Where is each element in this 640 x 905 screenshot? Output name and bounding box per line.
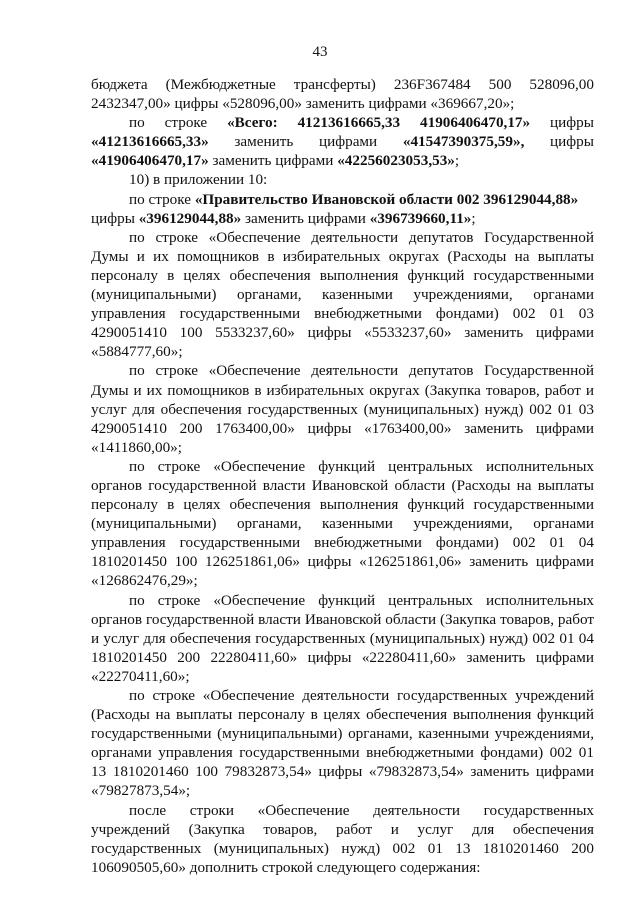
bold-word: «41547390375,59», [402,133,525,151]
word: заменить цифрами [241,209,370,227]
word: заменить цифрами [208,152,338,170]
text-line-2: 2432347,00» цифры «528096,00» заменить цифрами «369667,20»; [91,95,515,113]
word: 528096,00 [529,76,594,93]
word: ; [454,152,460,170]
text-line-7 [91,190,594,209]
bold-word: «41906406470,17» [91,152,209,170]
section-heading: 10) в приложении 10: [129,171,268,189]
word [403,132,525,151]
paragraph-6: после строки «Обеспечение деятельности государственных учреждений (Закупка товаров, работ и услуг для обеспечения государственных (муниципальных) нужд) 002 01 13 1810201460 200 106090505,60» дополнить строкой следующего содержания: [91,801,594,876]
word: цифры [91,209,139,227]
bold-word: «41213616665,33» [91,133,209,151]
paragraph-3: по строке «Обеспечение функций центральных исполнительных органов государственной власти Ивановской области (Расходы на выплаты персоналу в целях обеспечения выполнения функций государственными (муниципальными) органами, казенными учреждениями, органами управления государственными внебюджетными фондами) 002 01 04 1810201450 100 126251861,06» цифры «126251861,06» заменить цифрами «126862476,29»; [91,457,594,590]
text-line-1 [91,75,594,94]
paragraph-5: по строке «Обеспечение деятельности государственных учреждений (Расходы на выплаты персоналу в целях обеспечения выполнения функций государственными (муниципальными) органами, казенными учреждениями, органами управления государственными внебюджетными фондами) 002 01 13 1810201460 100 79832873,54» цифры «79832873,54» заменить цифрами «79827873,54»; [91,687,594,800]
bold-word: «Правительство Ивановской области 002 396129044,88» [194,190,579,208]
word: бюджета [91,76,148,93]
word: трансферты) [293,76,376,93]
bold-word: 41906406470,17» [420,114,531,132]
text-line-5 [91,151,594,170]
paragraph-4: по строке «Обеспечение функций центральных исполнительных органов государственной власти Ивановской области (Закупка товаров, работ и услуг для обеспечения государственных (муниципальных) нужд) 002 01 04 1810201450 200 22280411,60» цифры «22280411,60» заменить цифрами «22270411,60»; [91,591,594,685]
paragraph-1: по строке «Обеспечение деятельности депутатов Государственной Думы и их помощников в избирательных округах (Расходы на выплаты персоналу в целях обеспечения выполнения функций государственными (муниципальными) органами, казенными учреждениями, органами управления государственными внебюджетными фондами) 002 01 03 4290051410 100 5533237,60» цифры «5533237,60» заменить цифрами «5884777,60»; [91,228,594,361]
word: по [129,114,145,132]
bold-word: «Всего: [227,114,278,132]
word: цифры [550,133,594,151]
word: (Межбюджетные [165,76,276,93]
paragraph-2: по строке «Обеспечение деятельности депутатов Государственной Думы и их помощников в избирательных округах (Закупка товаров, работ и услуг для обеспечения государственных (муниципальных) нужд) 002 01 03 4290051410 200 1763400,00» цифры «1763400,00» заменить цифрами «1411860,00»; [91,362,594,456]
bold-word: «42256023053,53» [337,152,455,170]
word: цифры [550,114,594,132]
word: 500 [488,76,512,93]
word: цифрами [319,133,378,151]
text-line-4 [91,132,594,151]
word: по строке [129,190,195,208]
bold-word: 41213616665,33 [297,114,401,132]
document-body [91,75,594,877]
word: 236F367484 [393,76,471,93]
word: заменить [234,133,294,151]
word: строке [164,114,208,132]
text-line-3 [91,113,594,132]
text-line-8 [91,209,594,228]
bold-word: «396739660,11» [369,209,472,227]
page-number: 43 [312,44,328,60]
word: ; [471,209,476,227]
bold-word: «396129044,88» [138,209,242,227]
